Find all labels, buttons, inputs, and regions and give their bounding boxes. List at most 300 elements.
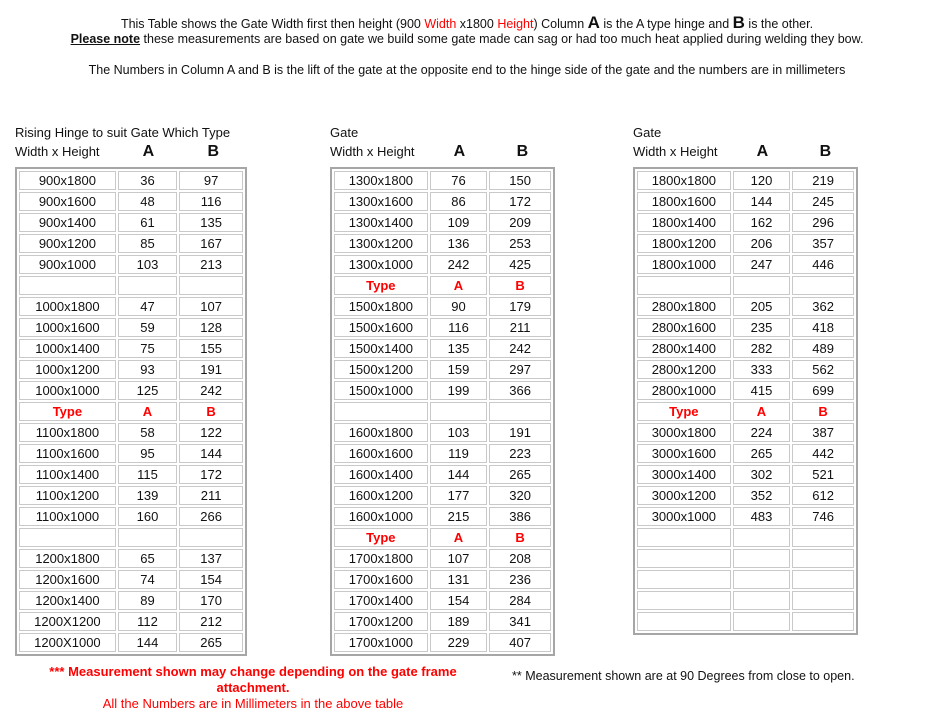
table-cell xyxy=(637,549,731,568)
table-column-headers xyxy=(15,142,247,162)
table-cell: 107 xyxy=(430,549,488,568)
table-cell: 242 xyxy=(430,255,488,274)
table-cell: 1300x1000 xyxy=(334,255,428,274)
table-cell: 1500x1200 xyxy=(334,360,428,379)
table-row xyxy=(637,486,854,505)
table-cell: 266 xyxy=(179,507,243,526)
col-header-b: B xyxy=(516,143,529,160)
table-cell: 425 xyxy=(489,255,551,274)
table-row xyxy=(334,549,551,568)
table-cell: 109 xyxy=(430,213,488,232)
table-cell: 136 xyxy=(430,234,488,253)
gate-measurements-table xyxy=(633,167,858,635)
table-cell: 302 xyxy=(733,465,791,484)
table-cell: 36 xyxy=(118,171,177,190)
table-cell: 362 xyxy=(792,297,854,316)
table-cell: 242 xyxy=(489,339,551,358)
table-row xyxy=(19,465,243,484)
table-cell xyxy=(637,528,731,547)
table-cell: 1600x1000 xyxy=(334,507,428,526)
table-cell: 211 xyxy=(489,318,551,337)
table-cell: 95 xyxy=(118,444,177,463)
col-header-width-height: Width x Height xyxy=(330,144,415,159)
table-cell: 1800x1800 xyxy=(637,171,731,190)
table-cell xyxy=(637,276,731,295)
table-cell: 2800x1800 xyxy=(637,297,731,316)
footnote-measurement-warning xyxy=(28,664,478,712)
spacer-row xyxy=(637,528,854,547)
table-cell: 135 xyxy=(179,213,243,232)
table-row xyxy=(19,486,243,505)
table-cell: 900x1200 xyxy=(19,234,116,253)
table-cell: 211 xyxy=(179,486,243,505)
table-cell: 125 xyxy=(118,381,177,400)
table-row xyxy=(334,297,551,316)
table-cell: 103 xyxy=(430,423,488,442)
table-cell: 229 xyxy=(430,633,488,652)
table-cell: 483 xyxy=(733,507,791,526)
column-a-letter: A xyxy=(587,13,600,32)
intro-line1-text: This Table shows the Gate Width first then height (900 xyxy=(120,17,425,31)
spacer-row xyxy=(334,402,551,421)
table-title: Gate xyxy=(330,125,359,140)
table-cell: 1000x1000 xyxy=(19,381,116,400)
table-cell: 206 xyxy=(733,234,791,253)
table-cell: 341 xyxy=(489,612,551,631)
table-cell: 746 xyxy=(792,507,854,526)
table-cell: 170 xyxy=(179,591,243,610)
table-row xyxy=(334,255,551,274)
table-cell: 3000x1600 xyxy=(637,444,731,463)
table-cell: 1500x1600 xyxy=(334,318,428,337)
table-cell: 144 xyxy=(179,444,243,463)
table-cell: 162 xyxy=(733,213,791,232)
table-cell: 900x1000 xyxy=(19,255,116,274)
intro-line1-end: is the other. xyxy=(744,17,814,31)
table-cell: 1800x1000 xyxy=(637,255,731,274)
table-cell: 179 xyxy=(489,297,551,316)
intro-line1-mid3: is the A type hinge and xyxy=(599,17,733,31)
col-header-a: A xyxy=(756,143,769,160)
table-cell: 3000x1800 xyxy=(637,423,731,442)
table-row xyxy=(19,213,243,232)
table-cell: 1000x1600 xyxy=(19,318,116,337)
spacer-row xyxy=(637,570,854,589)
table-cell: 247 xyxy=(733,255,791,274)
table-cell: 521 xyxy=(792,465,854,484)
table-row xyxy=(19,570,243,589)
table-row xyxy=(334,612,551,631)
table-cell xyxy=(733,276,791,295)
intro-line-1 xyxy=(0,15,934,32)
table-row xyxy=(334,339,551,358)
col-header-width-height: Width x Height xyxy=(633,144,718,159)
table-cell: A xyxy=(733,402,791,421)
table-column-headers xyxy=(633,142,858,162)
table-cell: 86 xyxy=(430,192,488,211)
table-row xyxy=(637,360,854,379)
table-row xyxy=(19,255,243,274)
table-cell: 1800x1600 xyxy=(637,192,731,211)
table-row xyxy=(637,465,854,484)
table-cell: 1100x1600 xyxy=(19,444,116,463)
table-cell xyxy=(430,402,488,421)
table-cell: 48 xyxy=(118,192,177,211)
table-title: Gate xyxy=(633,125,662,140)
table-cell xyxy=(733,570,791,589)
table-cell xyxy=(733,549,791,568)
table-cell: 208 xyxy=(489,549,551,568)
table-cell: B xyxy=(179,402,243,421)
table-cell xyxy=(792,612,854,631)
table-cell: 699 xyxy=(792,381,854,400)
table-cell: 265 xyxy=(489,465,551,484)
table-cell: 320 xyxy=(489,486,551,505)
table-cell xyxy=(792,591,854,610)
footnote-millimeters-note: All the Numbers are in Millimeters in the above table xyxy=(102,696,404,711)
height-word-red: Height xyxy=(497,17,534,31)
table-cell: 3000x1200 xyxy=(637,486,731,505)
table-cell: 1300x1800 xyxy=(334,171,428,190)
table-cell: 1000x1400 xyxy=(19,339,116,358)
table-cell: Type xyxy=(334,276,428,295)
table-cell xyxy=(637,612,731,631)
table-row xyxy=(334,486,551,505)
table-cell: 199 xyxy=(430,381,488,400)
table-cell: 352 xyxy=(733,486,791,505)
table-cell: 1300x1400 xyxy=(334,213,428,232)
table-cell: 245 xyxy=(792,192,854,211)
col-header-b: B xyxy=(819,143,832,160)
table-cell: 1200x1800 xyxy=(19,549,116,568)
table-cell: 58 xyxy=(118,423,177,442)
table-row xyxy=(334,213,551,232)
spacer-row xyxy=(19,276,243,295)
table-cell: 213 xyxy=(179,255,243,274)
table-row xyxy=(19,549,243,568)
table-row xyxy=(19,507,243,526)
table-row xyxy=(637,171,854,190)
table-cell: 135 xyxy=(430,339,488,358)
table-cell: 223 xyxy=(489,444,551,463)
table-cell xyxy=(19,276,116,295)
table-cell: 1100x1200 xyxy=(19,486,116,505)
table-cell xyxy=(733,528,791,547)
table-cell: 1500x1000 xyxy=(334,381,428,400)
table-row xyxy=(637,255,854,274)
table-cell: 144 xyxy=(118,633,177,652)
table-cell xyxy=(179,528,243,547)
table-cell: 1700x1000 xyxy=(334,633,428,652)
table-title: Rising Hinge to suit Gate Which Type xyxy=(15,125,231,140)
table-cell: 562 xyxy=(792,360,854,379)
table-cell: 224 xyxy=(733,423,791,442)
gate-table-column-right xyxy=(633,123,858,635)
gate-table-column-middle xyxy=(330,123,555,656)
table-cell: 74 xyxy=(118,570,177,589)
table-cell xyxy=(489,402,551,421)
table-cell: 115 xyxy=(118,465,177,484)
table-cell: 3000x1400 xyxy=(637,465,731,484)
table-cell: 366 xyxy=(489,381,551,400)
table-row xyxy=(334,633,551,652)
table-row xyxy=(637,297,854,316)
intro-line-2 xyxy=(0,32,934,47)
table-cell: 1700x1600 xyxy=(334,570,428,589)
table-row xyxy=(19,234,243,253)
table-row xyxy=(334,171,551,190)
intro-line1-mid2: ) Column xyxy=(533,17,588,31)
table-row xyxy=(334,234,551,253)
table-cell: 1800x1400 xyxy=(637,213,731,232)
table-cell: 61 xyxy=(118,213,177,232)
table-cell: 1200x1600 xyxy=(19,570,116,589)
table-row xyxy=(637,192,854,211)
table-cell: 1300x1200 xyxy=(334,234,428,253)
table-row xyxy=(334,465,551,484)
table-cell: A xyxy=(430,528,488,547)
table-cell: 1700x1400 xyxy=(334,591,428,610)
table-cell: 191 xyxy=(179,360,243,379)
table-cell: 1500x1800 xyxy=(334,297,428,316)
table-cell: 144 xyxy=(733,192,791,211)
table-cell xyxy=(118,528,177,547)
table-cell: Type xyxy=(637,402,731,421)
table-cell: 159 xyxy=(430,360,488,379)
table-cell: 1200x1400 xyxy=(19,591,116,610)
table-cell: 253 xyxy=(489,234,551,253)
table-cell: 131 xyxy=(430,570,488,589)
table-cell: B xyxy=(489,276,551,295)
table-cell xyxy=(792,528,854,547)
table-row xyxy=(637,318,854,337)
table-row xyxy=(334,318,551,337)
col-header-b: B xyxy=(207,143,220,160)
table-cell: 120 xyxy=(733,171,791,190)
type-header-row xyxy=(334,276,551,295)
table-cell: 128 xyxy=(179,318,243,337)
table-row xyxy=(19,423,243,442)
spacer-row xyxy=(637,276,854,295)
table-cell: 47 xyxy=(118,297,177,316)
table-cell: 155 xyxy=(179,339,243,358)
spacer-row xyxy=(19,528,243,547)
table-cell: 116 xyxy=(430,318,488,337)
table-cell xyxy=(179,276,243,295)
intro-line2-text: these measurements are based on gate we build some gate made can sag or had too much heat applied during welding they bow. xyxy=(140,32,864,46)
table-cell: 172 xyxy=(489,192,551,211)
table-cell: 189 xyxy=(430,612,488,631)
spacer-row xyxy=(637,612,854,631)
table-cell: 150 xyxy=(489,171,551,190)
table-cell: 219 xyxy=(792,171,854,190)
table-cell: A xyxy=(430,276,488,295)
table-row xyxy=(637,381,854,400)
table-cell xyxy=(118,276,177,295)
table-cell: 122 xyxy=(179,423,243,442)
table-cell: 85 xyxy=(118,234,177,253)
table-cell: 144 xyxy=(430,465,488,484)
table-cell: 1600x1600 xyxy=(334,444,428,463)
table-cell: 357 xyxy=(792,234,854,253)
table-cell: 333 xyxy=(733,360,791,379)
table-cell: 116 xyxy=(179,192,243,211)
footnote-red-bold-text: *** Measurement shown may change depending on the gate frame attachment. xyxy=(49,664,457,695)
table-cell: 112 xyxy=(118,612,177,631)
table-cell: 90 xyxy=(430,297,488,316)
table-cell: B xyxy=(792,402,854,421)
table-cell: 107 xyxy=(179,297,243,316)
table-cell: 1700x1200 xyxy=(334,612,428,631)
table-cell xyxy=(792,276,854,295)
table-cell: Type xyxy=(19,402,116,421)
table-row xyxy=(637,444,854,463)
table-cell: 900x1600 xyxy=(19,192,116,211)
table-row xyxy=(19,318,243,337)
table-cell: 212 xyxy=(179,612,243,631)
table-cell: 284 xyxy=(489,591,551,610)
table-cell: 1800x1200 xyxy=(637,234,731,253)
table-cell: 612 xyxy=(792,486,854,505)
table-row xyxy=(19,339,243,358)
table-cell: 296 xyxy=(792,213,854,232)
table-cell: 1600x1400 xyxy=(334,465,428,484)
gate-measurements-table xyxy=(330,167,555,656)
table-cell: 3000x1000 xyxy=(637,507,731,526)
table-row xyxy=(637,213,854,232)
spacer-row xyxy=(637,591,854,610)
table-row xyxy=(19,297,243,316)
table-cell: 177 xyxy=(430,486,488,505)
table-cell: 446 xyxy=(792,255,854,274)
table-cell: 265 xyxy=(733,444,791,463)
table-row xyxy=(19,633,243,652)
table-cell: 139 xyxy=(118,486,177,505)
table-cell: Type xyxy=(334,528,428,547)
table-row xyxy=(334,570,551,589)
table-cell: 2800x1000 xyxy=(637,381,731,400)
table-cell: 442 xyxy=(792,444,854,463)
table-cell: 65 xyxy=(118,549,177,568)
table-cell: 167 xyxy=(179,234,243,253)
table-cell: B xyxy=(489,528,551,547)
table-cell: 59 xyxy=(118,318,177,337)
table-cell: 191 xyxy=(489,423,551,442)
table-cell: 103 xyxy=(118,255,177,274)
table-cell xyxy=(637,591,731,610)
table-cell: 215 xyxy=(430,507,488,526)
width-word-red: Width xyxy=(424,17,457,31)
table-cell: 297 xyxy=(489,360,551,379)
type-header-row xyxy=(334,528,551,547)
table-cell: 489 xyxy=(792,339,854,358)
table-cell: 1000x1200 xyxy=(19,360,116,379)
table-cell: 209 xyxy=(489,213,551,232)
table-cell: 93 xyxy=(118,360,177,379)
table-cell: 205 xyxy=(733,297,791,316)
table-cell: 418 xyxy=(792,318,854,337)
column-b-letter: B xyxy=(732,13,745,32)
col-header-a: A xyxy=(453,143,466,160)
table-cell xyxy=(19,528,116,547)
table-cell: 242 xyxy=(179,381,243,400)
table-cell: 1000x1800 xyxy=(19,297,116,316)
table-column-headers xyxy=(330,142,555,162)
table-cell: 1700x1800 xyxy=(334,549,428,568)
table-cell: 1600x1800 xyxy=(334,423,428,442)
table-cell: 1500x1400 xyxy=(334,339,428,358)
table-row xyxy=(637,234,854,253)
table-row xyxy=(334,444,551,463)
table-row xyxy=(637,507,854,526)
table-row xyxy=(19,444,243,463)
gate-measurements-table xyxy=(15,167,247,656)
table-row xyxy=(19,171,243,190)
table-cell xyxy=(637,570,731,589)
table-cell: 119 xyxy=(430,444,488,463)
table-cell: 235 xyxy=(733,318,791,337)
table-cell: 76 xyxy=(430,171,488,190)
col-header-width-height: Width x Height xyxy=(15,144,100,159)
table-cell: 137 xyxy=(179,549,243,568)
table-row xyxy=(19,381,243,400)
table-cell: 407 xyxy=(489,633,551,652)
gate-table-column-left xyxy=(15,123,247,656)
table-cell: 415 xyxy=(733,381,791,400)
table-cell xyxy=(733,612,791,631)
table-cell: 172 xyxy=(179,465,243,484)
type-header-row xyxy=(19,402,243,421)
table-cell: 282 xyxy=(733,339,791,358)
table-cell: A xyxy=(118,402,177,421)
table-cell: 1200X1200 xyxy=(19,612,116,631)
table-row xyxy=(334,381,551,400)
table-row xyxy=(19,192,243,211)
table-cell: 265 xyxy=(179,633,243,652)
table-cell: 1600x1200 xyxy=(334,486,428,505)
table-cell xyxy=(733,591,791,610)
table-cell: 154 xyxy=(430,591,488,610)
table-row xyxy=(19,360,243,379)
table-cell: 386 xyxy=(489,507,551,526)
table-row xyxy=(334,360,551,379)
table-cell: 97 xyxy=(179,171,243,190)
spacer-row xyxy=(637,549,854,568)
table-row xyxy=(19,612,243,631)
table-cell: 1200X1000 xyxy=(19,633,116,652)
table-row xyxy=(334,192,551,211)
table-cell: 1100x1000 xyxy=(19,507,116,526)
table-cell: 75 xyxy=(118,339,177,358)
table-cell: 154 xyxy=(179,570,243,589)
table-cell: 2800x1600 xyxy=(637,318,731,337)
table-cell: 1100x1400 xyxy=(19,465,116,484)
table-row xyxy=(334,507,551,526)
table-row xyxy=(334,423,551,442)
table-cell: 1300x1600 xyxy=(334,192,428,211)
table-cell: 1100x1800 xyxy=(19,423,116,442)
footnote-90-degrees-note: ** Measurement shown are at 90 Degrees from close to open. xyxy=(512,669,855,683)
table-cell: 2800x1400 xyxy=(637,339,731,358)
table-cell: 387 xyxy=(792,423,854,442)
table-cell: 2800x1200 xyxy=(637,360,731,379)
please-note-emphasis: Please note xyxy=(70,32,141,46)
table-row xyxy=(334,591,551,610)
table-cell: 89 xyxy=(118,591,177,610)
type-header-row xyxy=(637,402,854,421)
table-row xyxy=(637,339,854,358)
table-cell: 236 xyxy=(489,570,551,589)
